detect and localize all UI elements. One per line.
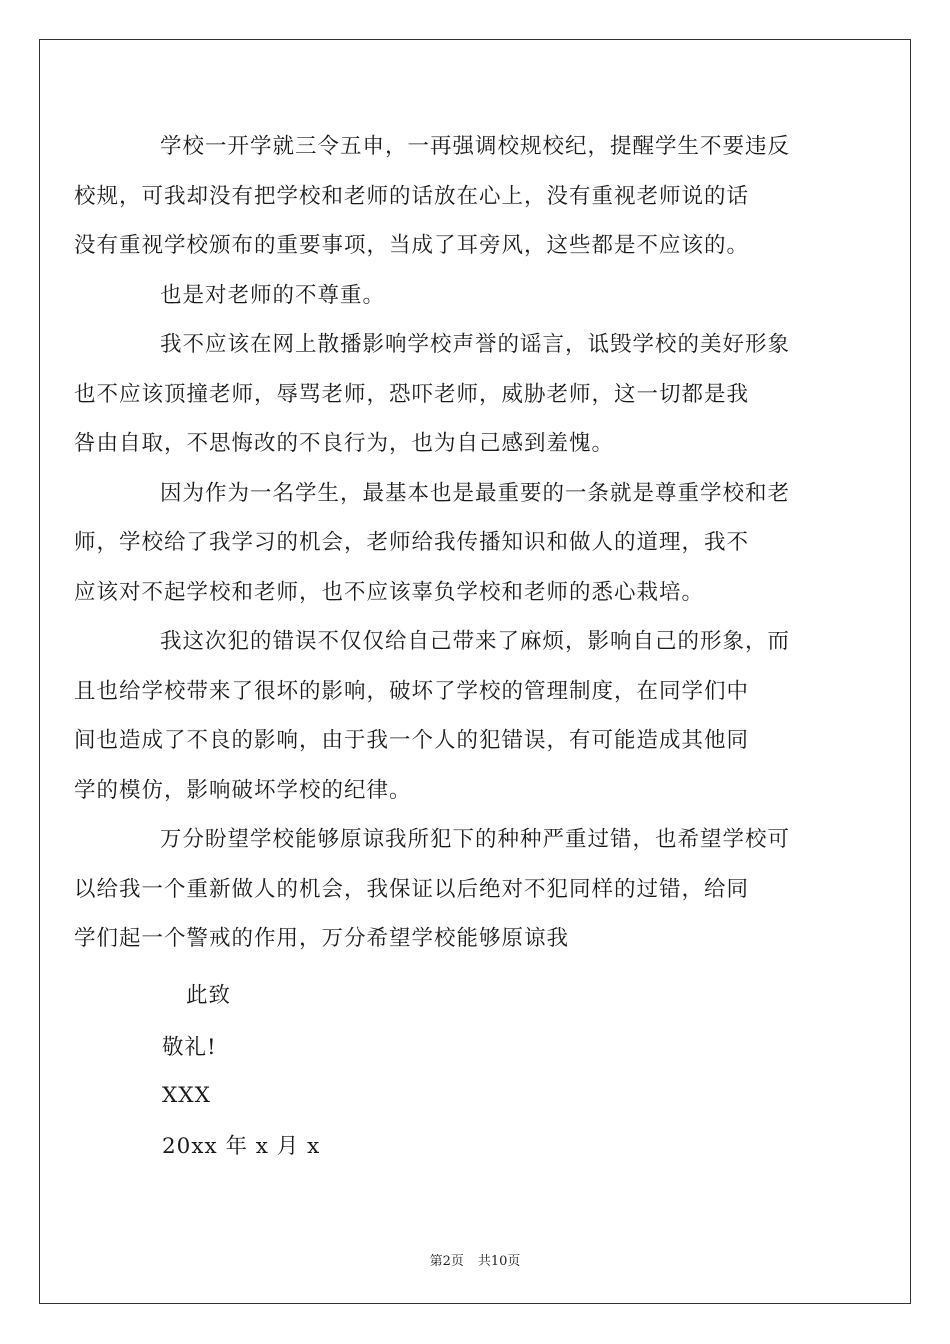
paragraph-line: 没有重视学校颁布的重要事项，当成了耳旁风，这些都是不应该的。 (74, 233, 750, 258)
paragraph-line: 咎由自取，不思悔改的不良行为，也为自己感到羞愧。 (74, 431, 615, 456)
paragraph-line: 我不应该在网上散播影响学校声誉的谣言，诋毁学校的美好形象 (160, 332, 791, 357)
paragraph-line: 以给我一个重新做人的机会，我保证以后绝对不犯同样的过错，给同 (74, 876, 750, 902)
paragraph-1 (74, 122, 837, 271)
paragraph-line: 我这次犯的错误不仅仅给自己带来了麻烦，影响自己的形象，而 (160, 629, 791, 654)
paragraph-line: 校规，可我却没有把学校和老师的话放在心上，没有重视老师说的话 (74, 183, 750, 209)
paragraph-line: 学的模仿，影响破坏学校的纪律。 (74, 777, 412, 803)
letter-body (74, 122, 837, 964)
paragraph-3 (74, 320, 837, 469)
page-footer (0, 1250, 950, 1269)
paragraph-line: 学们起一个警戒的作用，万分希望学校能够原谅我 (74, 926, 570, 951)
paragraph-line: 师，学校给了我学习的机会，老师给我传播知识和做人的道理，我不 (74, 530, 750, 555)
paragraph-2 (117, 271, 837, 321)
letter-date: 20xx 年 x 月 x (162, 1134, 321, 1159)
paragraph-5 (74, 617, 837, 815)
paragraph-line: 也不应该顶撞老师，辱骂老师，恐吓老师，威胁老师，这一切都是我 (74, 381, 750, 407)
paragraph-line: 学校一开学就三令五申，一再强调校规校纪，提醒学生不要违反 (160, 134, 791, 159)
closing-regards: 敬礼! (162, 1035, 217, 1060)
paragraph-4 (74, 469, 837, 618)
page-number: 第2页 (429, 1254, 464, 1269)
paragraph-line: 万分盼望学校能够原谅我所犯下的种种严重过错，也希望学校可 (160, 827, 791, 852)
paragraph-line: 间也造成了不良的影响，由于我一个人的犯错误，有可能造成其他同 (74, 728, 750, 753)
closing-salutation: 此致 (186, 983, 232, 1008)
page-total: 共10页 (477, 1254, 521, 1269)
paragraph-line: 因为作为一名学生，最基本也是最重要的一条就是尊重学校和老 (160, 480, 791, 506)
paragraph-6 (74, 815, 837, 964)
signature: XXX (162, 1083, 211, 1108)
paragraph-line: 且也给学校带来了很坏的影响，破坏了学校的管理制度，在同学们中 (74, 678, 750, 704)
paragraph-line: 应该对不起学校和老师，也不应该辜负学校和老师的悉心栽培。 (74, 579, 705, 605)
paragraph-line: 也是对老师的不尊重。 (160, 282, 386, 308)
